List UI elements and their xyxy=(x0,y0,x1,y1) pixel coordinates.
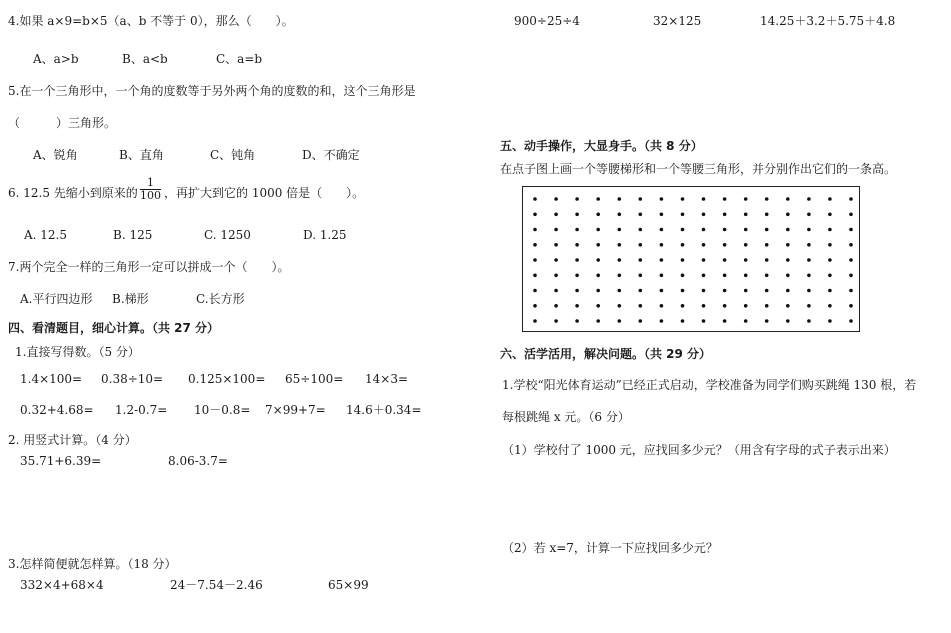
grid-dot[interactable] xyxy=(702,213,706,217)
q6-fraction-numerator: 1 xyxy=(140,177,161,190)
grid-dot[interactable] xyxy=(828,304,832,308)
q5-option-d: D、不确定 xyxy=(302,148,360,162)
grid-dot[interactable] xyxy=(596,274,600,278)
grid-dot[interactable] xyxy=(575,213,579,217)
section5-instruction: 在点子图上画一个等腰梯形和一个等腰三角形，并分别作出它们的一条高。 xyxy=(500,162,897,176)
grid-dot[interactable] xyxy=(596,258,600,262)
grid-dot[interactable] xyxy=(807,319,811,323)
calc-row1-item1: 1.4×100= xyxy=(20,372,83,386)
section6-problem1-line1: 1.学校“阳光体育运动”已经正式启动，学校准备为同学们购买跳绳 130 根，若 xyxy=(502,378,917,392)
grid-dot[interactable] xyxy=(765,274,769,278)
grid-dot[interactable] xyxy=(723,228,727,232)
grid-dot[interactable] xyxy=(849,197,853,201)
grid-dot[interactable] xyxy=(575,289,579,293)
grid-dot[interactable] xyxy=(639,289,643,293)
section4-part1-title: 1.直接写得数。（5 分） xyxy=(15,345,140,359)
q4-stem: 4.如果 a×9=b×5（a、b 不等于 0），那么（ ）。 xyxy=(8,14,294,28)
grid-dot[interactable] xyxy=(533,213,537,217)
grid-dot[interactable] xyxy=(575,319,579,323)
grid-dot[interactable] xyxy=(596,304,600,308)
grid-dot[interactable] xyxy=(660,258,664,262)
grid-dot[interactable] xyxy=(681,304,685,308)
grid-dot[interactable] xyxy=(660,213,664,217)
grid-dot[interactable] xyxy=(765,304,769,308)
grid-dot[interactable] xyxy=(681,274,685,278)
grid-dot[interactable] xyxy=(554,304,558,308)
q6-fraction xyxy=(140,177,161,202)
calc-row1-item5: 14×3= xyxy=(365,372,409,386)
grid-dot[interactable] xyxy=(807,258,811,262)
q5-option-c: C、钝角 xyxy=(210,148,256,162)
grid-dot[interactable] xyxy=(744,304,748,308)
grid-dot[interactable] xyxy=(681,289,685,293)
grid-dot[interactable] xyxy=(533,228,537,232)
dot-grid[interactable] xyxy=(522,186,860,332)
section6-problem1-line2: 每根跳绳 x 元。（6 分） xyxy=(502,410,630,424)
grid-dot[interactable] xyxy=(554,258,558,262)
grid-dot[interactable] xyxy=(660,304,664,308)
grid-dot[interactable] xyxy=(702,304,706,308)
grid-dot[interactable] xyxy=(596,228,600,232)
q7-option-b: B.梯形 xyxy=(112,292,149,306)
grid-dot[interactable] xyxy=(786,243,790,247)
grid-dot[interactable] xyxy=(828,289,832,293)
top-expr-3: 14.25＋3.2＋5.75＋4.8 xyxy=(760,14,896,28)
grid-dot[interactable] xyxy=(807,304,811,308)
section6-subquestion2: （2）若 x=7，计算一下应找回多少元？ xyxy=(502,541,718,555)
grid-dot[interactable] xyxy=(681,213,685,217)
grid-dot[interactable] xyxy=(596,319,600,323)
grid-dot[interactable] xyxy=(786,197,790,201)
grid-dot[interactable] xyxy=(723,213,727,217)
grid-dot[interactable] xyxy=(596,197,600,201)
grid-dot[interactable] xyxy=(660,228,664,232)
grid-dot[interactable] xyxy=(828,319,832,323)
grid-dot[interactable] xyxy=(533,243,537,247)
grid-dot[interactable] xyxy=(723,304,727,308)
grid-dot[interactable] xyxy=(723,289,727,293)
grid-dot[interactable] xyxy=(681,228,685,232)
grid-dot[interactable] xyxy=(618,274,622,278)
grid-dot[interactable] xyxy=(681,319,685,323)
grid-dot[interactable] xyxy=(723,319,727,323)
q6-option-a: A. 12.5 xyxy=(24,228,68,242)
grid-dot[interactable] xyxy=(786,319,790,323)
grid-dot[interactable] xyxy=(596,289,600,293)
grid-dot[interactable] xyxy=(575,243,579,247)
grid-dot[interactable] xyxy=(575,304,579,308)
top-expr-2: 32×125 xyxy=(653,14,702,28)
grid-dot[interactable] xyxy=(660,319,664,323)
grid-dot[interactable] xyxy=(575,228,579,232)
q5-stem: 5.在一个三角形中，一个角的度数等于另外两个角的度数的和，这个三角形是 xyxy=(8,84,416,98)
grid-dot[interactable] xyxy=(723,243,727,247)
grid-dot[interactable] xyxy=(618,197,622,201)
section5-title: 五、动手操作，大显身手。（共 8 分） xyxy=(500,139,703,153)
grid-dot[interactable] xyxy=(744,258,748,262)
grid-dot[interactable] xyxy=(618,213,622,217)
grid-dot[interactable] xyxy=(575,258,579,262)
simplify-expr-2: 24－7.54－2.46 xyxy=(170,578,263,592)
grid-dot[interactable] xyxy=(618,243,622,247)
grid-dot[interactable] xyxy=(618,319,622,323)
grid-dot[interactable] xyxy=(723,197,727,201)
calc-row1-item2: 0.38÷10= xyxy=(101,372,164,386)
grid-dot[interactable] xyxy=(554,228,558,232)
grid-dot[interactable] xyxy=(554,243,558,247)
q6-option-d: D. 1.25 xyxy=(303,228,347,242)
calc-row2-item5: 14.6＋0.34= xyxy=(346,403,422,417)
q4-option-b: B、a<b xyxy=(122,52,168,66)
grid-dot[interactable] xyxy=(702,243,706,247)
grid-dot[interactable] xyxy=(786,228,790,232)
grid-dot[interactable] xyxy=(828,197,832,201)
grid-dot[interactable] xyxy=(723,258,727,262)
grid-dot[interactable] xyxy=(702,289,706,293)
grid-dot[interactable] xyxy=(828,213,832,217)
simplify-expr-3: 65×99 xyxy=(328,578,369,592)
grid-dot[interactable] xyxy=(596,213,600,217)
section4-title: 四、看清题目，细心计算。（共 27 分） xyxy=(8,321,220,335)
grid-dot[interactable] xyxy=(702,319,706,323)
grid-dot[interactable] xyxy=(828,243,832,247)
calc-row2-item2: 1.2-0.7= xyxy=(115,403,168,417)
grid-dot[interactable] xyxy=(575,274,579,278)
grid-dot[interactable] xyxy=(702,258,706,262)
grid-dot[interactable] xyxy=(765,289,769,293)
vertical-calc-2: 8.06-3.7= xyxy=(168,454,228,468)
q4-option-a: A、a>b xyxy=(33,52,79,66)
calc-row1-item4: 65÷100= xyxy=(285,372,344,386)
section4-part3-title: 3.怎样简便就怎样算。（18 分） xyxy=(8,557,177,571)
grid-dot[interactable] xyxy=(849,213,853,217)
grid-dot[interactable] xyxy=(554,274,558,278)
calc-row2-item4: 7×99+7= xyxy=(265,403,326,417)
grid-dot[interactable] xyxy=(596,243,600,247)
grid-dot[interactable] xyxy=(702,197,706,201)
grid-dot[interactable] xyxy=(744,243,748,247)
section4-part2-title: 2. 用竖式计算。（4 分） xyxy=(8,433,137,447)
q5-stem-line2: （ ）三角形。 xyxy=(8,116,117,130)
grid-dot[interactable] xyxy=(533,304,537,308)
grid-dot[interactable] xyxy=(723,274,727,278)
grid-dot[interactable] xyxy=(554,213,558,217)
grid-dot[interactable] xyxy=(533,258,537,262)
grid-dot[interactable] xyxy=(618,289,622,293)
grid-dot[interactable] xyxy=(575,197,579,201)
grid-dot[interactable] xyxy=(849,228,853,232)
grid-dot[interactable] xyxy=(807,243,811,247)
grid-dot[interactable] xyxy=(639,304,643,308)
grid-dot[interactable] xyxy=(639,197,643,201)
grid-dot[interactable] xyxy=(744,228,748,232)
grid-dot[interactable] xyxy=(765,197,769,201)
grid-dot[interactable] xyxy=(849,304,853,308)
dot-grid-canvas xyxy=(523,187,861,333)
q6-stem-b: ，再扩大到它的 1000 倍是（ ）。 xyxy=(164,186,365,200)
grid-dot[interactable] xyxy=(618,304,622,308)
grid-dot[interactable] xyxy=(849,258,853,262)
grid-dot[interactable] xyxy=(660,289,664,293)
grid-dot[interactable] xyxy=(786,213,790,217)
calc-row2-item1: 0.32+4.68= xyxy=(20,403,94,417)
q6-option-c: C. 1250 xyxy=(204,228,251,242)
grid-dot[interactable] xyxy=(744,319,748,323)
grid-dot[interactable] xyxy=(786,304,790,308)
grid-dot[interactable] xyxy=(660,274,664,278)
grid-dot[interactable] xyxy=(533,197,537,201)
q6-stem-a: 6. 12.5 先缩小到原来的 xyxy=(8,186,138,200)
grid-dot[interactable] xyxy=(639,258,643,262)
section6-subquestion1: （1）学校付了 1000 元，应找回多少元？（用含有字母的式子表示出来） xyxy=(502,443,896,457)
grid-dot[interactable] xyxy=(765,228,769,232)
grid-dot[interactable] xyxy=(849,274,853,278)
grid-dot[interactable] xyxy=(828,274,832,278)
grid-dot[interactable] xyxy=(744,197,748,201)
grid-dot[interactable] xyxy=(702,228,706,232)
grid-dot[interactable] xyxy=(807,213,811,217)
grid-dot[interactable] xyxy=(639,274,643,278)
grid-dot[interactable] xyxy=(765,258,769,262)
q4-option-c: C、a=b xyxy=(216,52,263,66)
top-expr-1: 900÷25÷4 xyxy=(514,14,580,28)
simplify-expr-1: 332×4+68×4 xyxy=(20,578,104,592)
grid-dot[interactable] xyxy=(828,258,832,262)
grid-dot[interactable] xyxy=(660,197,664,201)
grid-dot[interactable] xyxy=(533,289,537,293)
grid-dot[interactable] xyxy=(639,243,643,247)
q7-option-a: A.平行四边形 xyxy=(20,292,93,306)
grid-dot[interactable] xyxy=(807,274,811,278)
grid-dot[interactable] xyxy=(618,228,622,232)
q5-option-a: A、锐角 xyxy=(33,148,78,162)
grid-dot[interactable] xyxy=(765,319,769,323)
q7-stem: 7.两个完全一样的三角形一定可以拼成一个（ ）。 xyxy=(8,260,290,274)
grid-dot[interactable] xyxy=(533,319,537,323)
grid-dot[interactable] xyxy=(681,197,685,201)
grid-dot[interactable] xyxy=(744,274,748,278)
grid-dot[interactable] xyxy=(639,213,643,217)
grid-dot[interactable] xyxy=(702,274,706,278)
grid-dot[interactable] xyxy=(533,274,537,278)
calc-row1-item3: 0.125×100= xyxy=(188,372,266,386)
grid-dot[interactable] xyxy=(681,258,685,262)
grid-dot[interactable] xyxy=(807,197,811,201)
grid-dot[interactable] xyxy=(807,289,811,293)
grid-dot[interactable] xyxy=(849,289,853,293)
grid-dot[interactable] xyxy=(681,243,685,247)
grid-dot[interactable] xyxy=(660,243,664,247)
grid-dot[interactable] xyxy=(639,228,643,232)
grid-dot[interactable] xyxy=(849,319,853,323)
q6-fraction-denominator: 100 xyxy=(140,189,161,202)
grid-dot[interactable] xyxy=(786,274,790,278)
q5-option-b: B、直角 xyxy=(119,148,164,162)
grid-dot[interactable] xyxy=(786,289,790,293)
grid-dot[interactable] xyxy=(786,258,790,262)
q6-option-b: B. 125 xyxy=(113,228,153,242)
vertical-calc-1: 35.71+6.39= xyxy=(20,454,102,468)
grid-dot[interactable] xyxy=(744,213,748,217)
grid-dot[interactable] xyxy=(828,228,832,232)
grid-dot[interactable] xyxy=(554,319,558,323)
section6-title: 六、活学活用，解决问题。（共 29 分） xyxy=(500,347,712,361)
grid-dot[interactable] xyxy=(554,197,558,201)
grid-dot[interactable] xyxy=(849,243,853,247)
grid-dot[interactable] xyxy=(554,289,558,293)
grid-dot[interactable] xyxy=(765,213,769,217)
grid-dot[interactable] xyxy=(807,228,811,232)
grid-dot[interactable] xyxy=(618,258,622,262)
calc-row2-item3: 10－0.8= xyxy=(194,403,251,417)
grid-dot[interactable] xyxy=(765,243,769,247)
grid-dot[interactable] xyxy=(639,319,643,323)
grid-dot[interactable] xyxy=(744,289,748,293)
q7-option-c: C.长方形 xyxy=(196,292,245,306)
